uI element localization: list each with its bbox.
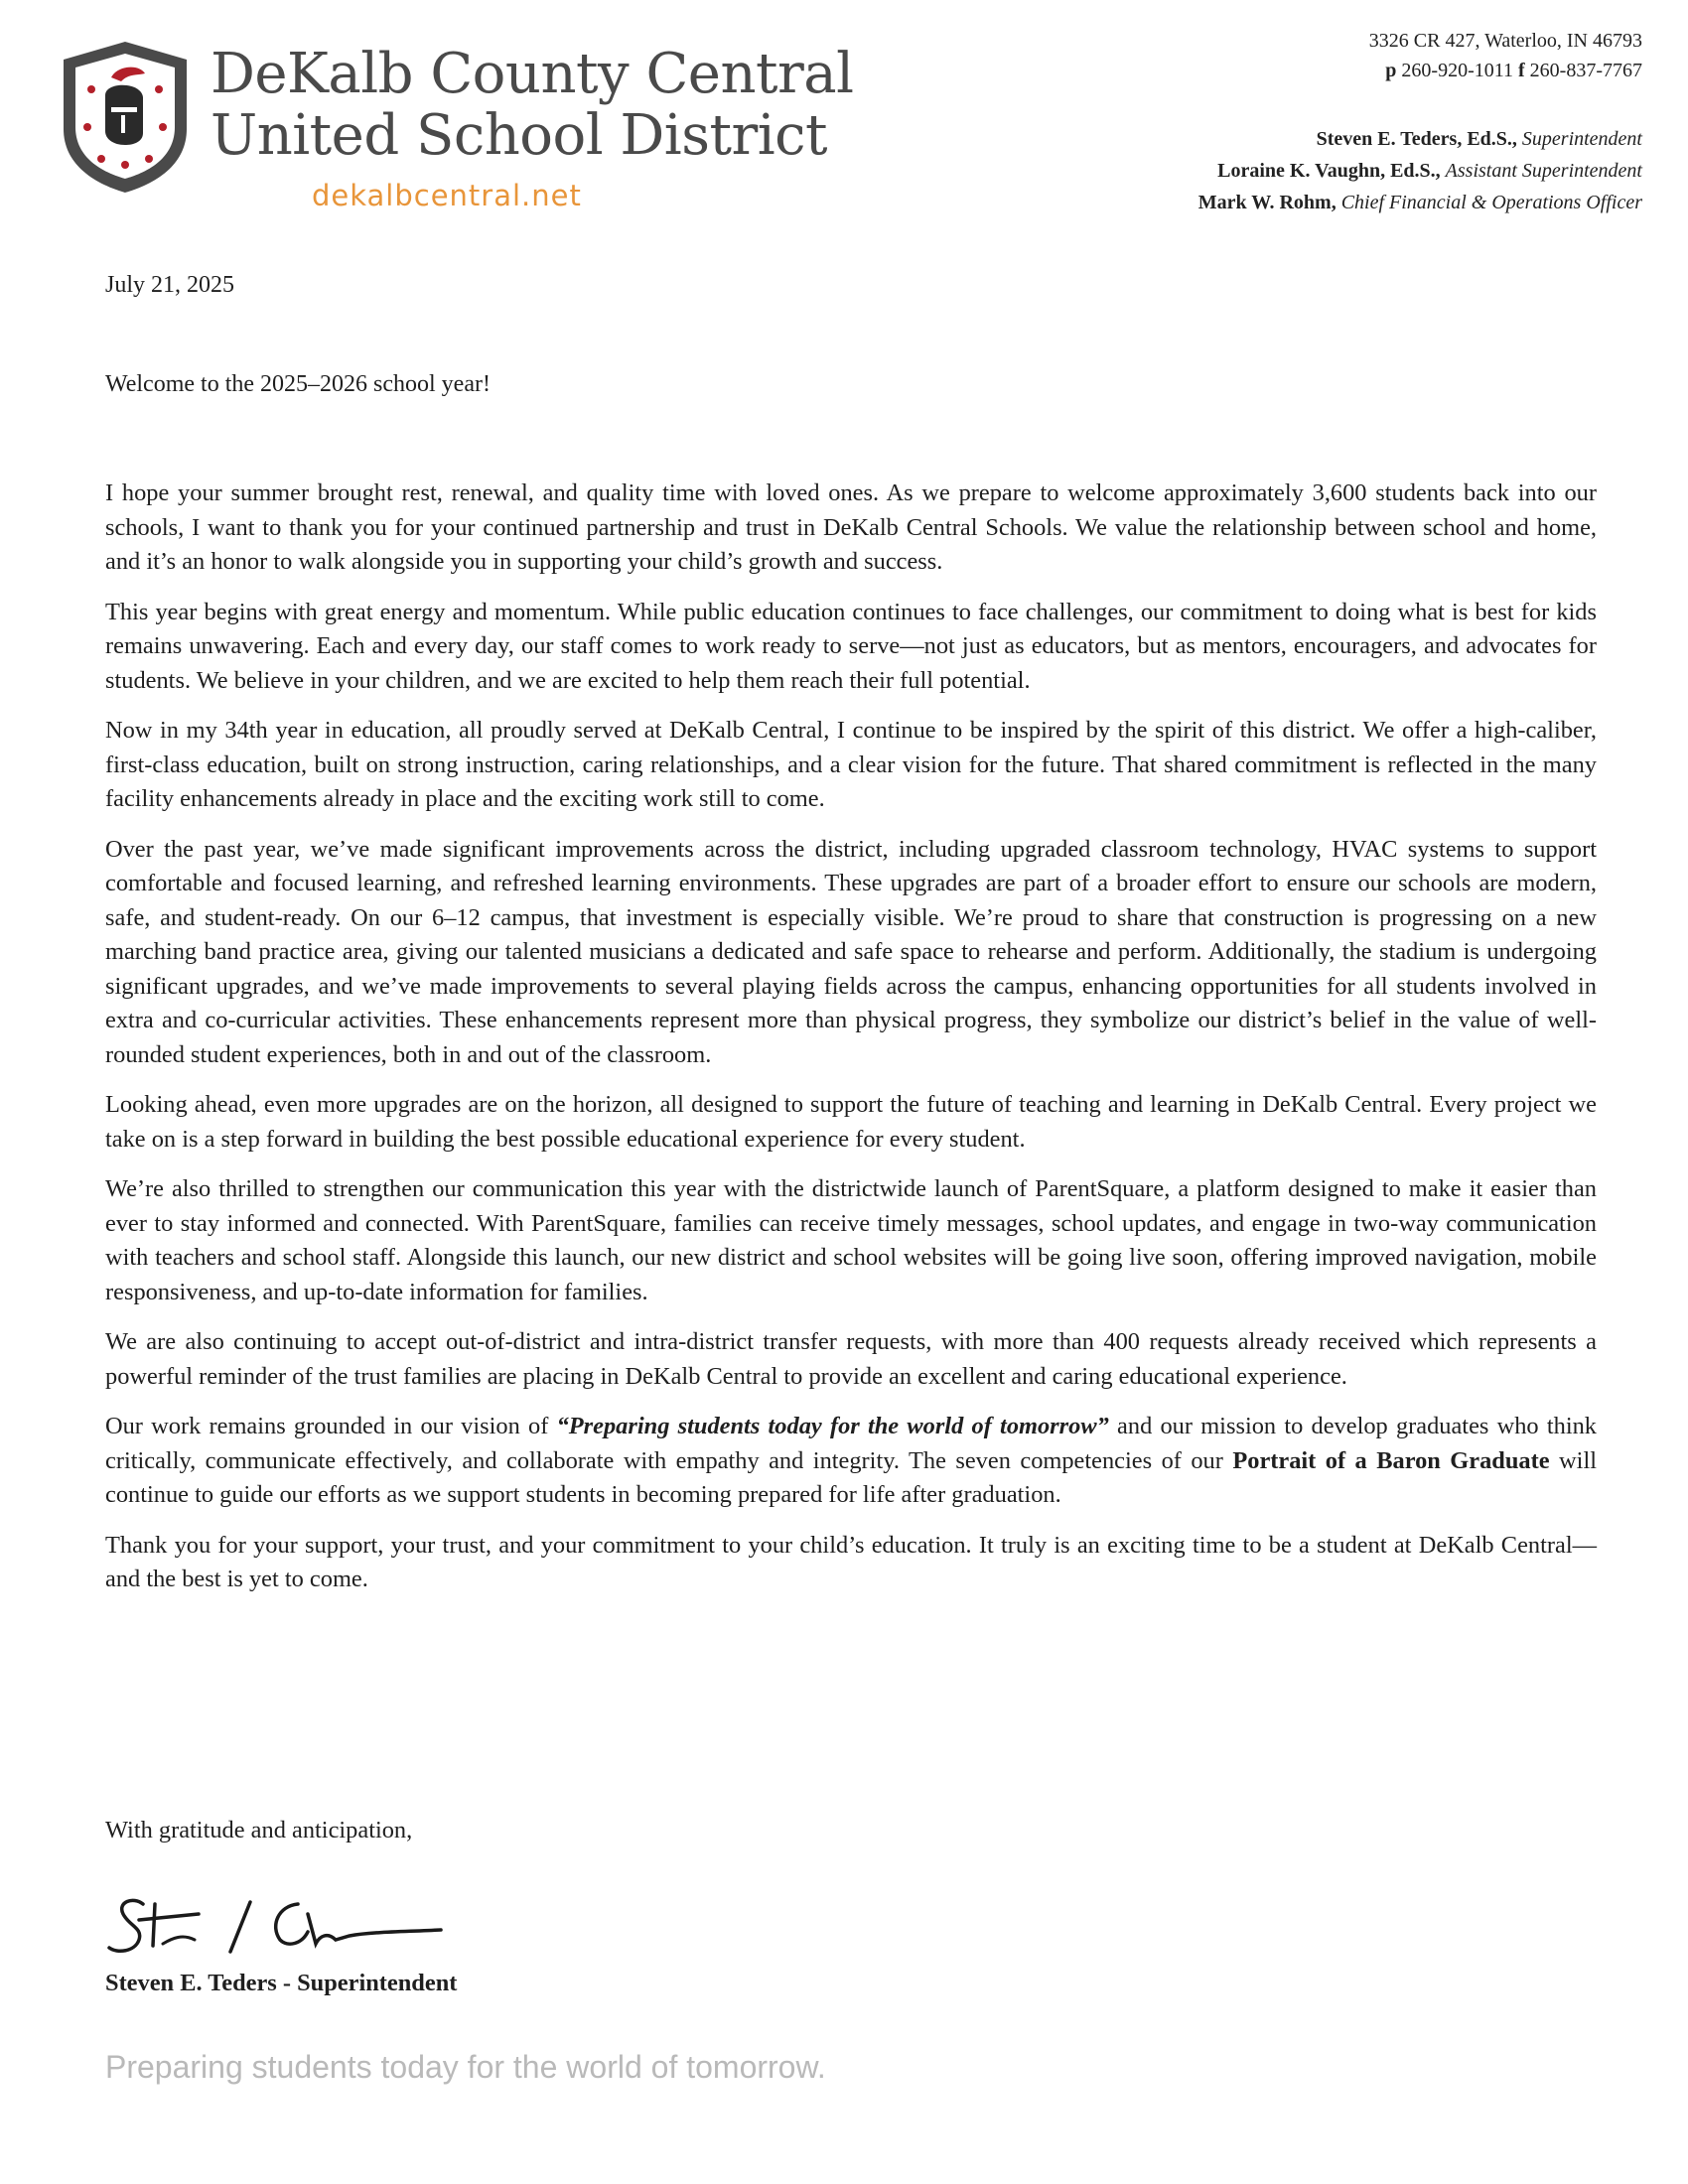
- phone-prefix: p: [1385, 60, 1397, 81]
- body-paragraph: This year begins with great energy and momentum. While public education continues to face challenges, our commitment to doing what is best for kids remains unwavering. Each and every day, our staff comes to work ready to serve—not just as educators, but as mentors, encouragers, and advocates for students. We believe in your children, and we are excited to help them reach their full potential.: [105, 598, 1597, 694]
- body-paragraph: We’re also thrilled to strengthen our communication this year with the districtwide launch of ParentSquare, a platform designed to make it easier than ever to stay informed and connected. With ParentSquare, families can receive timely messages, school updates, and engage in two-way communication with teachers and school staff. Alongside this launch, our new district and school websites will be going live soon, offering improved navigation, mobile responsiveness, and up-to-date information for families.: [105, 1175, 1597, 1305]
- body-paragraph: I hope your summer brought rest, renewal, and quality time with loved ones. As we prepare to welcome approximately 3,600 students back into our schools, I want to thank you for your continued partnership and trust in DeKalb Central Schools. We value the relationship between school and home, and it’s an honor to walk alongside you in supporting your child’s growth and success.: [105, 479, 1597, 575]
- letter-date: July 21, 2025: [105, 272, 235, 298]
- vision-text-after: will continue to guide our efforts as we support students in becoming prepared for life after graduation.: [105, 1446, 1597, 1508]
- body-paragraph: Over the past year, we’ve made significant improvements across the district, including upgraded classroom technology, HVAC systems to support comfortable and focused learning, and refreshed learning environments. These upgrades are part of a broader effort to ensure our schools are modern, safe, and student-ready. On our 6–12 campus, that investment is especially visible. We’re proud to share that construction is progressing on a new marching band practice area, giving our talented musicians a dedicated and safe space to rehearse and perform. Additionally, the stadium is undergoing significant upgrades, and we’ve made improvements to several playing fields across the campus, enhancing opportunities for all students involved in extra and co-curricular activities. These enhancements represent more than physical progress, they symbolize our district’s belief in the value of well-rounded student experiences, both in and out of the classroom.: [105, 835, 1597, 1068]
- staff-name: Mark W. Rohm,: [1197, 192, 1336, 213]
- district-name: [211, 44, 854, 167]
- handwritten-signature-icon: [103, 1874, 461, 1964]
- portrait-graduate-name: Portrait of a Baron Graduate: [1232, 1446, 1550, 1474]
- contact-block: [1369, 26, 1642, 85]
- footer-tagline: Preparing students today for the world of tomorrow.: [105, 2049, 826, 2085]
- fax-number: 260-837-7767: [1529, 60, 1642, 81]
- address: 3326 CR 427, Waterloo, IN 46793: [1368, 30, 1642, 52]
- district-name-line1: DeKalb County Central: [211, 42, 854, 106]
- signer-name: Steven E. Teders - Superintendent: [105, 1970, 458, 1996]
- letter-closing: With gratitude and anticipation,: [105, 1817, 413, 1843]
- phone-number: 260-920-1011: [1401, 60, 1513, 81]
- body-paragraph: Now in my 34th year in education, all proudly served at DeKalb Central, I continue to be inspired by the spirit of this district. We offer a high-caliber, first-class education, built on strong instruction, caring relationships, and a clear vision for the future. That shared commitment is reflected in the many facility enhancements already in place and the exciting work still to come.: [105, 717, 1597, 812]
- staff-title: Superintendent: [1521, 128, 1642, 150]
- staff-title: Chief Financial & Operations Officer: [1340, 192, 1642, 213]
- staff-name: Steven E. Teders, Ed.S.,: [1316, 128, 1517, 150]
- phone-fax-line: [1369, 56, 1642, 85]
- website-link[interactable]: dekalbcentral.net: [312, 179, 582, 212]
- knight-shield-logo-icon: [56, 38, 195, 195]
- fax-prefix: f: [1518, 60, 1525, 81]
- letter-body: [105, 477, 1597, 1613]
- staff-item: [1198, 187, 1642, 218]
- staff-list: [1198, 123, 1642, 218]
- staff-item: [1198, 155, 1642, 187]
- vision-text-before: Our work remains grounded in our vision of: [105, 1413, 557, 1439]
- vision-quote: “Preparing students today for the world of tomorrow”: [556, 1413, 1109, 1439]
- vision-text-middle: and our mission to develop graduates who think critically, communicate effectively, and collaborate with empathy and integrity. The seven competencies of our: [105, 1413, 1597, 1474]
- district-name-line2: United School District: [211, 103, 827, 168]
- staff-title: Assistant Superintendent: [1445, 160, 1642, 182]
- letter-greeting: Welcome to the 2025–2026 school year!: [105, 371, 491, 397]
- staff-item: [1198, 123, 1642, 155]
- body-paragraph: Looking ahead, even more upgrades are on the horizon, all designed to support the future of teaching and learning in DeKalb Central. Every project we take on is a step forward in building the best possible educational experience for every student.: [105, 1091, 1597, 1153]
- vision-paragraph: [105, 1410, 1597, 1513]
- final-paragraph: Thank you for your support, your trust, and your commitment to your child’s education. It truly is an exciting time to be a student at DeKalb Central—and the best is yet to come.: [105, 1531, 1597, 1592]
- body-paragraph: We are also continuing to accept out-of-district and intra-district transfer requests, with more than 400 requests already received which represents a powerful reminder of the trust families are placing in DeKalb Central to provide an excellent and caring educational experience.: [105, 1328, 1597, 1390]
- staff-name: Loraine K. Vaughn, Ed.S.,: [1217, 160, 1441, 182]
